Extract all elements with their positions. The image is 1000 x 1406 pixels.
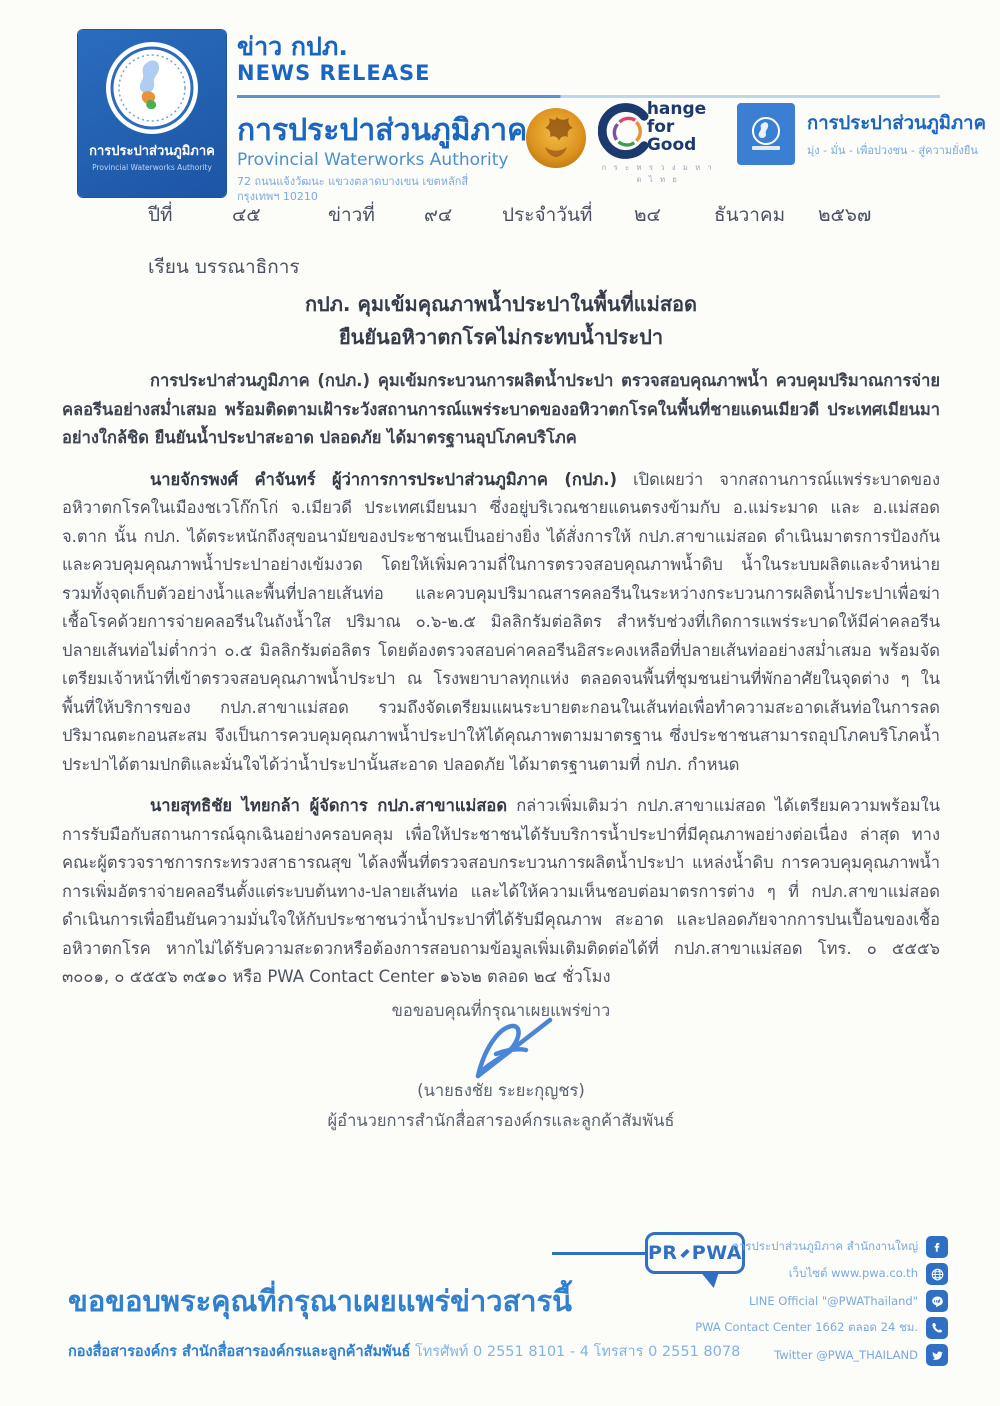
- headline-line2: ยืนยันอหิวาตกโรคไม่กระทบน้ำประปา: [338, 325, 664, 349]
- news-title-th: ข่าว กปภ.: [237, 32, 348, 61]
- contact-center-label: PWA Contact Center 1662 ตลอด 24 ชม.: [695, 1320, 918, 1334]
- signer-name: (นายธงชัย ระยะกุญชร): [417, 1080, 585, 1100]
- meta-news-value: ๙๔: [424, 204, 453, 226]
- social-row-line: [695, 1290, 948, 1312]
- meta-year-label: ปีที่: [148, 204, 173, 226]
- facebook-icon: [926, 1236, 948, 1258]
- prpwa-pwa-label: PWA: [691, 1242, 742, 1264]
- pwa-badge: [737, 103, 986, 165]
- meta-date-year: ๒๕๖๗: [818, 204, 872, 226]
- document-meta-line: [0, 200, 1000, 234]
- paragraph-governor-text: เปิดเผยว่า จากสถานการณ์แพร่ระบาดของอหิวาตกโรคในเมืองชเวโก๊กโก่ จ.เมียวดี ประเทศเมียนมา ซึ่งอยู่บริเวณชายแดนตรงข้ามกับ อ.แม่ระมาด และ อ.แม่สอด จ.ตาก นั้น กปภ. ได้ตระหนักถึงสุขอนามัยของประชาชนเป็นอย่างยิ่ง ได้สั่งการให้ กปภ.สาขาแม่สอด ดำเนินมาตรการป้องกันและควบคุมคุณภาพน้ำประปาอย่างเข้มงวด โดยให้เพิ่มความถี่ในการตรวจสอบคุณภาพน้ำดิบ น้ำในระบบผลิตและจำหน่าย รวมทั้งจุดเก็บตัวอย่างน้ำและพื้นที่ปลายเส้นท่อ และควบคุมปริมาณสารคลอรีนในระหว่างกระบวนการผลิตน้ำประปาเพื่อฆ่าเชื้อโรคด้วยการจ่ายคลอรีนในถังน้ำใส ปริมาณ ๐.๖-๒.๕ มิลลิกรัมต่อลิตร สำหรับช่วงที่เกิดการแพร่ระบาดให้มีค่าคลอรีนปลายเส้นท่อไม่ต่ำกว่า ๐.๕ มิลลิกรัมต่อลิตร โดยต้องตรวจสอบค่าคลอรีนอิสระคงเหลือที่ปลายเส้นท่ออย่างสม่ำเสมอ พร้อมจัดเตรียมเจ้าหน้าที่เข้าตรวจสอบคุณภาพน้ำประปา ณ โรงพยาบาลทุกแห่ง ตลอดจนพื้นที่ชุมชนย่านที่พักอาศัยในจุดต่าง ๆ ในพื้นที่ให้บริการของ กปภ.สาขาแม่สอด รวมถึงจัดเตรียมแผนระบายตะกอนในเส้นท่อเพื่อทำความสะอาดเส้นท่อในการลดปริมาณตะกอนสะสม จึงเป็นการควบคุมคุณภาพน้ำประปาให้ได้คุณภาพตามมาตรฐาน ซึ่งประชาชนสามารถอุปโภคบริโภคน้ำประปาได้ตามปกติและมั่นใจได้ว่าน้ำประปานั้นสะอาด ปลอดภัย ได้มาตรฐานตามที่ กปภ. กำหนด: [62, 469, 940, 774]
- org-address-line2: กรุงเทพฯ 10210: [237, 190, 318, 203]
- change-for-good-logo: [598, 99, 728, 186]
- header-org-block: [237, 96, 567, 204]
- line-icon: [926, 1290, 948, 1312]
- document-body: [62, 288, 940, 1134]
- twitter-icon: [926, 1344, 948, 1366]
- prpwa-pr-label: PR: [648, 1242, 678, 1264]
- signer-position: ผู้อำนวยการสำนักสื่อสารองค์กรและลูกค้าสัมพันธ์: [327, 1110, 675, 1130]
- badge-org-name: การประปาส่วนภูมิภาค: [807, 113, 986, 134]
- signoff-thanks: ขอขอบคุณที่กรุณาเผยแพร่ข่าว: [391, 1000, 611, 1020]
- headline-line1: กปภ. คุมเข้มคุณภาพน้ำประปาในพื้นที่แม่สอด: [304, 292, 698, 316]
- diamond-icon: [680, 1248, 689, 1257]
- paragraph-summary: การประปาส่วนภูมิภาค (กปภ.) คุมเข้มกระบวนการผลิตน้ำประปา ตรวจสอบคุณภาพน้ำ ควบคุมปริมาณการจ่ายคลอรีนอย่างสม่ำเสมอ พร้อมติดตามเฝ้าระวังสถานการณ์แพร่ระบาดของอหิวาตกโรคในพื้นที่ชายแดนเมียวดี ประเทศเมียนมา อย่างใกล้ชิด ยืนยันน้ำประปาสะอาด ปลอดภัย ได้มาตรฐานอุปโภคบริโภค: [62, 371, 940, 447]
- salutation: เรียน บรรณาธิการ: [148, 256, 300, 278]
- meta-news-label: ข่าวที่: [328, 204, 375, 226]
- social-row-contact-center: [695, 1317, 948, 1339]
- phone-icon: [926, 1317, 948, 1339]
- ministry-caption: ก ร ะ ท ร ว ง ม ห า ด ไ ท ย: [601, 163, 715, 184]
- change-for-good-word1: hange: [646, 99, 707, 119]
- org-name-en: Provincial Waterworks Authority: [237, 150, 509, 170]
- meta-date-label: ประจำวันที่: [502, 204, 593, 226]
- facebook-label: การประปาส่วนภูมิภาค สำนักงานใหญ่: [731, 1239, 918, 1253]
- meta-date-day: ๒๔: [634, 204, 661, 226]
- twitter-label: Twitter @PWA_THAILAND: [774, 1348, 918, 1362]
- line-label: LINE Official "@PWAThailand": [748, 1294, 918, 1308]
- meta-date-month: ธันวาคม: [714, 204, 786, 226]
- social-row-website: [695, 1263, 948, 1285]
- paragraph-branch-manager: [62, 792, 940, 992]
- org-name-th: การประปาส่วนภูมิภาค: [237, 113, 528, 148]
- footer-department: กองสื่อสารองค์กร สำนักสื่อสารองค์กรและลูกค้าสัมพันธ์: [68, 1344, 411, 1360]
- website-label: เว็บไซต์ www.pwa.co.th: [788, 1266, 918, 1280]
- logo-org-name-th: การประปาส่วนภูมิภาค: [89, 144, 215, 159]
- signoff-block: [62, 998, 940, 1134]
- news-title-en: NEWS RELEASE: [237, 61, 431, 85]
- social-row-facebook: [695, 1236, 948, 1258]
- governor-name: นายจักรพงศ์ คำจันทร์ ผู้ว่าการการประปาส่วนภูมิภาค (กปภ.): [150, 469, 618, 489]
- globe-icon: [926, 1263, 948, 1285]
- org-address-line1: 72 ถนนแจ้งวัฒนะ แขวงตลาดบางเขน เขตหลักสี่: [237, 175, 469, 188]
- badge-tagline: มุ่ง - มั่น - เพื่อปวงชน - สู่ความยั่งยืน: [807, 144, 978, 157]
- pwa-badge-square: [737, 103, 795, 165]
- footer-phone-numbers: โทรศัพท์ 0 2551 8101 - 4 โทรสาร 0 2551 8078: [414, 1344, 741, 1360]
- branch-manager-name: นายสุทธิชัย ไทยกล้า ผู้จัดการ กปภ.สาขาแม่สอด: [150, 796, 508, 815]
- paragraph-governor: [62, 466, 940, 780]
- pwa-badge-emblem-icon: [746, 114, 786, 154]
- garuda-seal-icon: [525, 107, 587, 169]
- pwa-emblem-icon: [104, 40, 200, 136]
- pwa-logo-box: [78, 30, 226, 197]
- footer-department-line: [68, 1340, 740, 1363]
- footer-thanks-headline: ขอขอบพระคุณที่กรุณาเผยแพร่ข่าวสารนี้: [68, 1284, 572, 1318]
- logo-org-name-en: Provincial Waterworks Authority: [92, 163, 212, 172]
- meta-year-value: ๔๕: [232, 204, 261, 226]
- change-for-good-word2: for Good: [646, 117, 697, 155]
- paragraph-branch-manager-text: กล่าวเพิ่มเติมว่า กปภ.สาขาแม่สอด ได้เตรียมความพร้อมในการรับมือกับสถานการณ์ฉุกเฉินอย่างครอบคลุม เพื่อให้ประชาชนได้รับบริการน้ำประปาที่มีคุณภาพอย่างต่อเนื่อง ล่าสุด ทางคณะผู้ตรวจราชการกระทรวงสาธารณสุข ได้ลงพื้นที่ตรวจสอบกระบวนการผลิตน้ำประปา แหล่งน้ำดิบ การควบคุมคุณภาพน้ำ การเพิ่มอัตราจ่ายคลอรีนตั้งแต่ระบบต้นทาง-ปลายเส้นท่อ และได้ให้ความเห็นชอบต่อมาตรการต่าง ๆ ที่ กปภ.สาขาแม่สอด ดำเนินการเพื่อยืนยันความมั่นใจให้กับประชาชนว่าน้ำประปาที่ได้รับมีคุณภาพ สะอาด และปลอดภัยจากการปนเปื้อนของเชื้ออหิวาตกโรค หากไม่ได้รับความสะดวกหรือต้องการสอบถามข้อมูลเพิ่มเติมติดต่อได้ที่ กปภ.สาขาแม่สอด โทร. ๐ ๕๕๕๖ ๓๐๐๑, ๐ ๕๕๕๖ ๓๕๑๐ หรือ PWA Contact Center ๑๖๖๒ ตลอด ๒๔ ชั่วโมง: [62, 796, 940, 986]
- header-masthead: [237, 34, 567, 86]
- prpwa-connector-line: [552, 1252, 646, 1255]
